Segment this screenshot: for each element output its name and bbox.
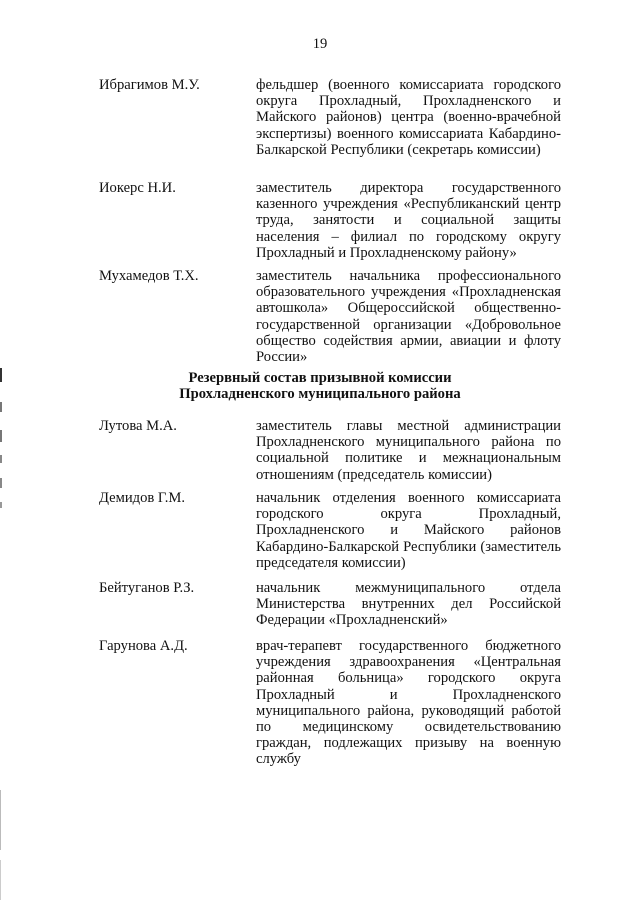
section-heading-line-2: Прохладненского муниципального района [179, 386, 461, 402]
section-heading-line-1: Резервный состав призывной комиссии [188, 370, 452, 386]
member-name: Демидов Г.М. [99, 490, 185, 506]
member-role: начальник межмуниципального отдела Министерства внутренних дел Российской Федерации «Прохладненский» [256, 580, 561, 629]
member-name: Бейтуганов Р.З. [99, 580, 195, 596]
scan-margin-mark [0, 368, 2, 382]
member-name: Ибрагимов М.У. [99, 77, 200, 93]
member-role: начальник отделения военного комиссариата городского округа Прохладный, Прохладненского и Майского районов Кабардино-Балкарской Республики (заместитель председателя комиссии) [256, 490, 561, 571]
scan-margin-mark [0, 402, 2, 412]
member-role: фельдшер (военного комиссариата городского округа Прохладный, Прохладненского и Майского районов) центра (военно-врачебной экспертизы) военного комиссариата Кабардино-Балкарской Республики (секретарь комиссии) [256, 77, 561, 158]
page-number: 19 [312, 36, 328, 52]
member-role: заместитель главы местной администрации Прохладненского муниципального района по социальной политике и межнациональным отношениям (председатель комиссии) [256, 418, 561, 483]
member-role: врач-терапевт государственного бюджетного учреждения здравоохранения «Центральная районная больница» городского округа Прохладный и Прохладненского муниципального района, руководящий работой по медицинскому освидетельствованию граждан, подлежащих призыву на военную службу [256, 638, 561, 768]
member-name: Иокерс Н.И. [99, 180, 176, 196]
scan-margin-mark [0, 430, 2, 442]
scan-margin-mark [0, 478, 2, 488]
member-role: заместитель начальника профессионального образовательного учреждения «Прохладненская автошкола» Общероссийской общественно-государственной организации «Добровольное общество содействия армии, авиации и флоту России» [256, 268, 561, 366]
member-name: Лутова М.А. [99, 418, 177, 434]
member-name: Мухамедов Т.Х. [99, 268, 199, 284]
member-name: Гарунова А.Д. [99, 638, 188, 654]
member-role: заместитель директора государственного казенного учреждения «Республиканский центр труда, занятости и социальной защиты населения – филиал по городскому округу Прохладный и Прохладненскому району» [256, 180, 561, 261]
scan-margin-mark [0, 502, 2, 508]
section-heading [150, 370, 490, 402]
scan-margin-mark [0, 790, 1, 850]
scan-margin-mark [0, 860, 1, 900]
scan-margin-mark [0, 455, 2, 463]
